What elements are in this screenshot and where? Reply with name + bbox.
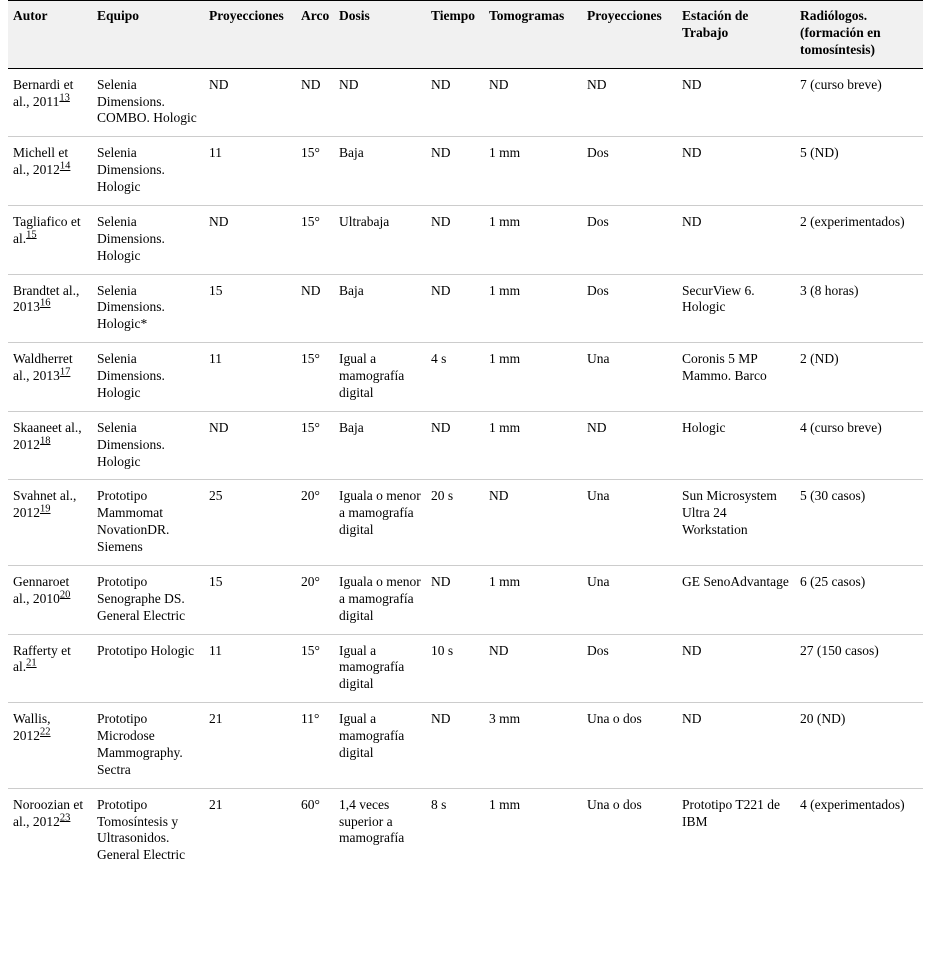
cell-tomogramas-text: 1 mm xyxy=(489,573,521,589)
cell-dosis xyxy=(334,343,426,412)
cell-radiologos xyxy=(795,788,923,873)
cell-autor xyxy=(8,565,92,634)
cell-proyecciones-text: 11 xyxy=(209,351,222,367)
cell-proyecciones-2 xyxy=(582,480,677,566)
cell-tiempo xyxy=(426,411,484,480)
column-header-tiempo: Tiempo xyxy=(426,1,484,69)
cell-equipo xyxy=(92,68,204,137)
cell-tiempo-text: ND xyxy=(431,282,451,298)
cell-tomogramas-text: ND xyxy=(489,642,509,658)
cell-autor xyxy=(8,411,92,480)
cell-arco-text: 15° xyxy=(301,642,320,658)
cell-proyecciones-2-text: Una xyxy=(587,488,610,504)
cell-autor xyxy=(8,137,92,206)
cell-arco xyxy=(296,703,334,789)
cell-estacion-trabajo xyxy=(677,565,795,634)
cell-arco xyxy=(296,274,334,343)
cell-arco-text: 15° xyxy=(301,213,320,229)
cell-tiempo xyxy=(426,634,484,703)
cell-tiempo-text: ND xyxy=(431,419,451,435)
cell-estacion-trabajo xyxy=(677,137,795,206)
column-header-dosis: Dosis xyxy=(334,1,426,69)
reference-link[interactable]: 19 xyxy=(40,503,51,515)
cell-autor-text: Rafferty et al. xyxy=(13,642,71,675)
table-row xyxy=(8,565,923,634)
cell-equipo xyxy=(92,703,204,789)
cell-tiempo-text: 10 s xyxy=(431,642,454,658)
cell-proyecciones-text: ND xyxy=(209,213,229,229)
cell-autor-text: Tagliafico et al. xyxy=(13,213,81,246)
cell-estacion-trabajo-text: Prototipo T221 de IBM xyxy=(682,796,781,829)
reference-link[interactable]: 22 xyxy=(40,726,51,738)
cell-proyecciones-2 xyxy=(582,274,677,343)
cell-arco xyxy=(296,343,334,412)
cell-estacion-trabajo xyxy=(677,343,795,412)
table-row xyxy=(8,703,923,789)
cell-tomogramas-text: 1 mm xyxy=(489,145,521,161)
cell-proyecciones xyxy=(204,788,296,873)
cell-tomogramas xyxy=(484,788,582,873)
reference-link[interactable]: 17 xyxy=(59,366,71,378)
cell-tiempo-text: ND xyxy=(431,213,451,229)
cell-proyecciones-2-text: Dos xyxy=(587,213,609,229)
cell-proyecciones xyxy=(204,343,296,412)
cell-proyecciones xyxy=(204,137,296,206)
cell-tomogramas xyxy=(484,634,582,703)
cell-proyecciones-2-text: ND xyxy=(587,419,607,435)
cell-tomogramas-text: 3 mm xyxy=(489,711,521,727)
cell-autor-text: Svahnet al., 2012 xyxy=(13,488,77,521)
cell-estacion-trabajo-text: GE SenoAdvantage xyxy=(682,573,789,589)
cell-dosis-text: Iguala o menor a mamografía digital xyxy=(339,573,421,623)
cell-arco-text: 15° xyxy=(301,419,320,435)
cell-dosis-text: Baja xyxy=(339,419,364,435)
cell-proyecciones xyxy=(204,68,296,137)
column-header-arco: Arco xyxy=(296,1,334,69)
cell-proyecciones-2 xyxy=(582,205,677,274)
column-header-radiologos: Radiólogos. (formación en tomosíntesis) xyxy=(795,1,923,69)
cell-autor-text: Bernardi et al., 2011 xyxy=(13,76,74,109)
cell-tiempo xyxy=(426,274,484,343)
cell-estacion-trabajo xyxy=(677,703,795,789)
comparison-table xyxy=(8,0,923,873)
cell-estacion-trabajo xyxy=(677,411,795,480)
cell-proyecciones-2-text: ND xyxy=(587,76,607,92)
cell-arco-text: ND xyxy=(301,282,321,298)
cell-dosis xyxy=(334,68,426,137)
cell-arco-text: 20° xyxy=(301,488,320,504)
cell-proyecciones xyxy=(204,274,296,343)
reference-link[interactable]: 16 xyxy=(40,297,51,309)
cell-dosis xyxy=(334,634,426,703)
cell-arco-text: 60° xyxy=(301,796,320,812)
cell-autor xyxy=(8,480,92,566)
cell-tiempo xyxy=(426,343,484,412)
cell-tiempo-text: ND xyxy=(431,145,451,161)
cell-tomogramas-text: ND xyxy=(489,76,509,92)
cell-equipo-text: Selenia Dimensions. Hologic xyxy=(97,419,165,469)
cell-proyecciones xyxy=(204,703,296,789)
cell-proyecciones-text: 21 xyxy=(209,796,223,812)
cell-radiologos-text: 3 (8 horas) xyxy=(800,282,859,298)
cell-autor xyxy=(8,343,92,412)
cell-arco xyxy=(296,788,334,873)
cell-radiologos xyxy=(795,343,923,412)
cell-equipo-text: Prototipo Senographe DS. General Electric xyxy=(97,573,186,623)
cell-proyecciones-text: 11 xyxy=(209,145,222,161)
cell-equipo-text: Prototipo Tomosíntesis y Ultrasonidos. General Electric xyxy=(97,796,186,863)
cell-tiempo-text: ND xyxy=(431,711,451,727)
cell-autor-text: Wallis, 2012 xyxy=(13,711,51,743)
cell-equipo xyxy=(92,634,204,703)
cell-equipo-text: Selenia Dimensions. Hologic xyxy=(97,351,165,400)
cell-tiempo xyxy=(426,565,484,634)
cell-tiempo-text: ND xyxy=(431,573,451,589)
table-row xyxy=(8,411,923,480)
cell-radiologos xyxy=(795,634,923,703)
cell-estacion-trabajo-text: Sun Microsystem Ultra 24 Workstation xyxy=(682,488,777,538)
cell-dosis-text: ND xyxy=(339,76,359,92)
cell-tomogramas-text: 1 mm xyxy=(489,796,521,812)
cell-equipo-text: Selenia Dimensions. Hologic xyxy=(97,145,165,194)
reference-link[interactable]: 20 xyxy=(59,589,71,601)
cell-proyecciones-text: 15 xyxy=(209,573,223,589)
cell-radiologos xyxy=(795,68,923,137)
cell-radiologos-text: 5 (30 casos) xyxy=(800,488,866,504)
cell-tomogramas xyxy=(484,703,582,789)
cell-autor xyxy=(8,703,92,789)
table-row xyxy=(8,274,923,343)
cell-autor-text: Brandtet al., 2013 xyxy=(13,282,80,315)
cell-dosis-text: Ultrabaja xyxy=(339,213,390,229)
cell-equipo xyxy=(92,274,204,343)
cell-radiologos-text: 2 (ND) xyxy=(800,351,839,367)
cell-equipo-text: Selenia Dimensions. Hologic* xyxy=(97,282,165,332)
cell-estacion-trabajo-text: ND xyxy=(682,642,702,658)
cell-arco xyxy=(296,411,334,480)
cell-proyecciones-text: ND xyxy=(209,419,229,435)
cell-estacion-trabajo-text: ND xyxy=(682,76,702,92)
cell-dosis-text: Baja xyxy=(339,145,364,161)
table-row xyxy=(8,480,923,566)
table-row xyxy=(8,343,923,412)
cell-equipo-text: Prototipo Microdose Mammography. Sectra xyxy=(97,711,183,777)
cell-autor-text: Michell et al., 2012 xyxy=(13,145,69,178)
cell-equipo xyxy=(92,205,204,274)
cell-arco-text: 20° xyxy=(301,573,320,589)
cell-radiologos-text: 4 (experimentados) xyxy=(800,796,905,812)
cell-proyecciones-2 xyxy=(582,137,677,206)
cell-proyecciones-2-text: Una o dos xyxy=(587,711,642,727)
cell-proyecciones-2 xyxy=(582,788,677,873)
cell-proyecciones-text: 11 xyxy=(209,642,222,658)
cell-arco xyxy=(296,480,334,566)
cell-proyecciones-text: ND xyxy=(209,76,229,92)
reference-link[interactable]: 23 xyxy=(59,812,71,823)
cell-proyecciones-text: 25 xyxy=(209,488,223,504)
cell-radiologos-text: 27 (150 casos) xyxy=(800,642,879,658)
cell-dosis-text: Igual a mamografía digital xyxy=(339,711,405,760)
cell-proyecciones-2 xyxy=(582,565,677,634)
cell-proyecciones-2 xyxy=(582,68,677,137)
reference-link[interactable]: 14 xyxy=(59,160,71,172)
cell-radiologos xyxy=(795,411,923,480)
table-body xyxy=(8,68,923,873)
cell-equipo xyxy=(92,788,204,873)
cell-proyecciones-2 xyxy=(582,343,677,412)
cell-dosis xyxy=(334,703,426,789)
table-header xyxy=(8,1,923,69)
header-row xyxy=(8,1,923,69)
cell-estacion-trabajo-text: SecurView 6. Hologic xyxy=(682,282,755,315)
cell-proyecciones-2-text: Dos xyxy=(587,642,609,658)
cell-dosis xyxy=(334,274,426,343)
column-header-autor: Autor xyxy=(8,1,92,69)
cell-proyecciones-2-text: Una o dos xyxy=(587,796,642,812)
reference-link[interactable]: 15 xyxy=(26,229,37,241)
cell-tomogramas-text: 1 mm xyxy=(489,282,521,298)
cell-estacion-trabajo xyxy=(677,68,795,137)
cell-arco xyxy=(296,205,334,274)
cell-estacion-trabajo-text: ND xyxy=(682,711,702,727)
cell-arco-text: 15° xyxy=(301,145,320,161)
cell-dosis xyxy=(334,480,426,566)
reference-link[interactable]: 13 xyxy=(59,92,70,103)
cell-tiempo xyxy=(426,703,484,789)
cell-dosis-text: Baja xyxy=(339,282,364,298)
cell-arco-text: 15° xyxy=(301,351,320,367)
cell-radiologos xyxy=(795,274,923,343)
cell-estacion-trabajo xyxy=(677,634,795,703)
cell-estacion-trabajo-text: ND xyxy=(682,145,702,161)
cell-proyecciones-2 xyxy=(582,703,677,789)
cell-autor xyxy=(8,68,92,137)
cell-estacion-trabajo-text: Coronis 5 MP Mammo. Barco xyxy=(682,351,767,383)
cell-radiologos-text: 6 (25 casos) xyxy=(800,573,866,589)
cell-estacion-trabajo xyxy=(677,788,795,873)
cell-radiologos xyxy=(795,205,923,274)
table-row xyxy=(8,634,923,703)
cell-radiologos xyxy=(795,480,923,566)
reference-link[interactable]: 18 xyxy=(40,435,51,447)
cell-tiempo-text: 4 s xyxy=(431,351,447,367)
cell-dosis-text: Iguala o menor a mamografía digital xyxy=(339,488,421,538)
cell-radiologos-text: 5 (ND) xyxy=(800,145,839,161)
cell-arco xyxy=(296,68,334,137)
cell-radiologos xyxy=(795,565,923,634)
cell-equipo xyxy=(92,565,204,634)
cell-autor xyxy=(8,788,92,873)
cell-equipo xyxy=(92,343,204,412)
cell-radiologos-text: 20 (ND) xyxy=(800,711,846,727)
cell-tomogramas xyxy=(484,343,582,412)
cell-radiologos-text: 2 (experimentados) xyxy=(800,213,905,229)
cell-equipo-text: Selenia Dimensions. Hologic xyxy=(97,213,165,263)
cell-autor-text: Noroozian et al., 2012 xyxy=(13,796,84,829)
cell-proyecciones xyxy=(204,411,296,480)
cell-arco-text: 11° xyxy=(301,711,320,727)
cell-estacion-trabajo xyxy=(677,205,795,274)
cell-tomogramas xyxy=(484,274,582,343)
cell-proyecciones xyxy=(204,480,296,566)
cell-arco xyxy=(296,565,334,634)
column-header-tomogramas: Tomogramas xyxy=(484,1,582,69)
cell-equipo xyxy=(92,411,204,480)
cell-radiologos-text: 4 (curso breve) xyxy=(800,419,882,435)
cell-tomogramas-text: 1 mm xyxy=(489,419,521,435)
cell-autor-text: Waldherret al., 2013 xyxy=(13,351,73,383)
cell-equipo xyxy=(92,137,204,206)
cell-tiempo-text: 20 s xyxy=(431,488,454,504)
cell-proyecciones-text: 15 xyxy=(209,282,223,298)
cell-autor xyxy=(8,634,92,703)
cell-tiempo xyxy=(426,137,484,206)
cell-tiempo xyxy=(426,480,484,566)
column-header-proyecciones-2: Proyecciones xyxy=(582,1,677,69)
cell-proyecciones-2-text: Dos xyxy=(587,282,609,298)
column-header-proyecciones: Proyecciones xyxy=(204,1,296,69)
cell-dosis-text: Igual a mamografía digital xyxy=(339,351,405,400)
cell-tomogramas-text: ND xyxy=(489,488,509,504)
cell-dosis xyxy=(334,137,426,206)
cell-estacion-trabajo xyxy=(677,480,795,566)
cell-proyecciones-2 xyxy=(582,634,677,703)
cell-tomogramas xyxy=(484,565,582,634)
cell-tomogramas-text: 1 mm xyxy=(489,351,521,367)
cell-dosis xyxy=(334,411,426,480)
cell-dosis-text: 1,4 veces superior a mamografía xyxy=(339,796,405,846)
cell-tiempo-text: ND xyxy=(431,76,451,92)
cell-proyecciones xyxy=(204,565,296,634)
cell-radiologos-text: 7 (curso breve) xyxy=(800,76,882,92)
cell-dosis xyxy=(334,205,426,274)
cell-tomogramas xyxy=(484,480,582,566)
cell-tomogramas xyxy=(484,137,582,206)
cell-tiempo-text: 8 s xyxy=(431,796,447,812)
cell-equipo-text: Prototipo Hologic xyxy=(97,642,195,658)
cell-tiempo xyxy=(426,205,484,274)
cell-proyecciones-2-text: Una xyxy=(587,351,610,367)
cell-estacion-trabajo-text: ND xyxy=(682,213,702,229)
cell-estacion-trabajo xyxy=(677,274,795,343)
cell-estacion-trabajo-text: Hologic xyxy=(682,419,726,435)
cell-equipo-text: Selenia Dimensions. COMBO. Hologic xyxy=(97,76,197,126)
cell-proyecciones xyxy=(204,634,296,703)
cell-radiologos xyxy=(795,703,923,789)
cell-equipo-text: Prototipo Mammomat NovationDR. Siemens xyxy=(97,488,170,554)
cell-autor xyxy=(8,205,92,274)
cell-equipo xyxy=(92,480,204,566)
cell-tomogramas-text: 1 mm xyxy=(489,213,521,229)
cell-autor xyxy=(8,274,92,343)
table-row xyxy=(8,137,923,206)
table-row xyxy=(8,205,923,274)
reference-link[interactable]: 21 xyxy=(26,657,37,669)
cell-arco-text: ND xyxy=(301,76,321,92)
cell-tiempo xyxy=(426,68,484,137)
cell-proyecciones-2-text: Una xyxy=(587,573,610,589)
cell-proyecciones-2-text: Dos xyxy=(587,145,609,161)
cell-proyecciones xyxy=(204,205,296,274)
cell-tomogramas xyxy=(484,205,582,274)
cell-tiempo xyxy=(426,788,484,873)
cell-radiologos xyxy=(795,137,923,206)
cell-arco xyxy=(296,634,334,703)
cell-autor-text: Skaaneet al., 2012 xyxy=(13,419,82,452)
cell-proyecciones-2 xyxy=(582,411,677,480)
cell-dosis xyxy=(334,565,426,634)
cell-autor-text: Gennaroet al., 2010 xyxy=(13,573,70,606)
cell-proyecciones-text: 21 xyxy=(209,711,223,727)
cell-dosis-text: Igual a mamografía digital xyxy=(339,642,405,692)
cell-tomogramas xyxy=(484,68,582,137)
cell-tomogramas xyxy=(484,411,582,480)
column-header-equipo: Equipo xyxy=(92,1,204,69)
table-row xyxy=(8,68,923,137)
table-row xyxy=(8,788,923,873)
cell-arco xyxy=(296,137,334,206)
cell-dosis xyxy=(334,788,426,873)
column-header-estacion-trabajo: Estación de Trabajo xyxy=(677,1,795,69)
